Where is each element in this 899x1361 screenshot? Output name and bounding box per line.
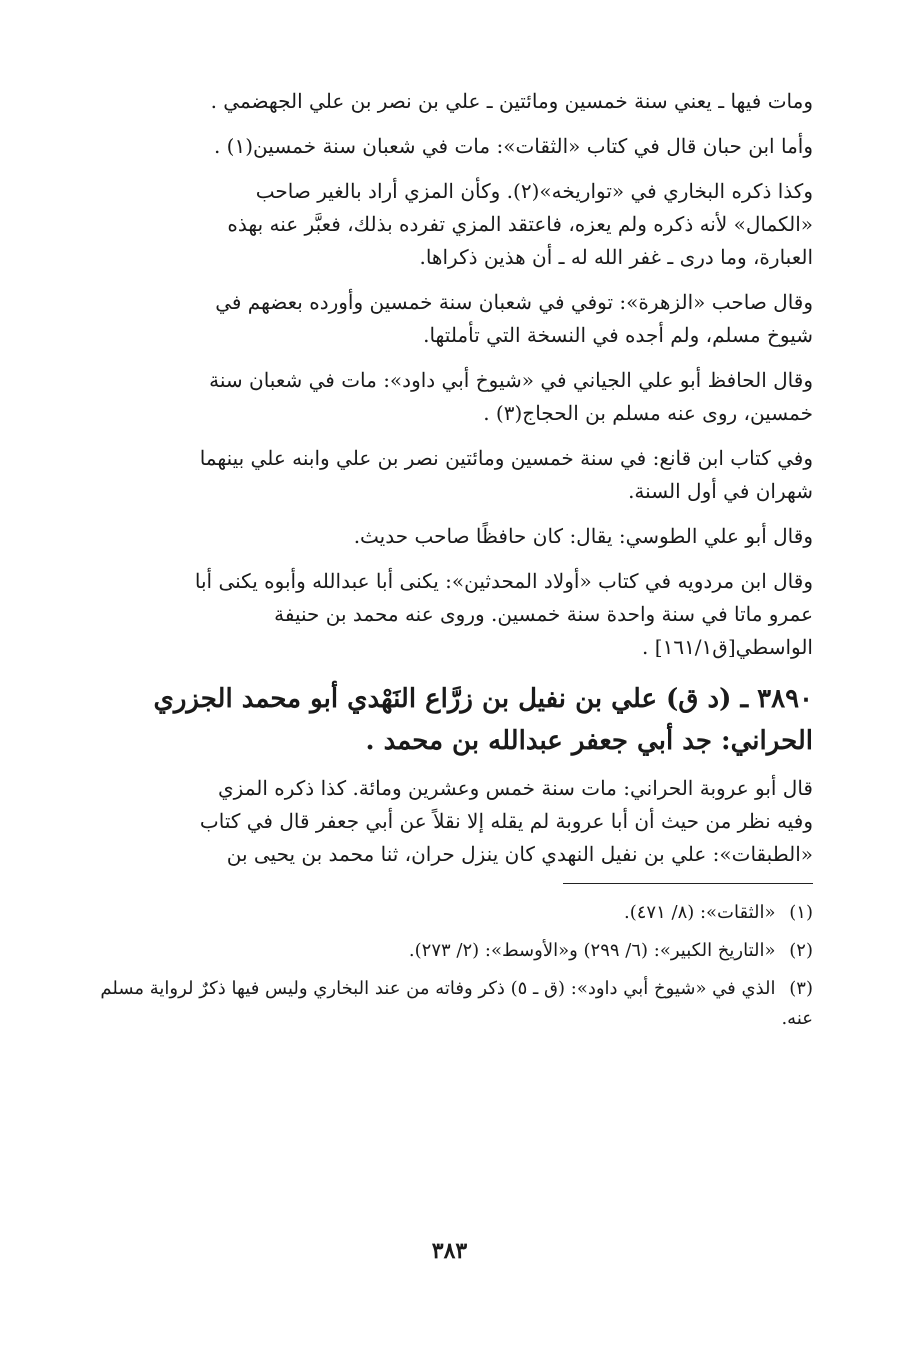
footnote-text: «التاريخ الكبير»: (٦/ ٢٩٩) و«الأوسط»: (٢/ ٢٧٣). (408, 940, 776, 961)
footnote-1 (83, 898, 813, 928)
text-line: عمرو ماتا في سنة واحدة سنة خمسين. وروى عنه محمد بن حنيفة (274, 602, 813, 626)
page-body (83, 85, 813, 1042)
text-line: الواسطي[ق١٦١/١] . (642, 635, 813, 659)
text-line: ومات فيها ـ يعني سنة خمسين ومائتين ـ علي بن نصر بن علي الجهضمي . (210, 89, 813, 113)
footnote-3 (83, 974, 813, 1034)
text-line: شيوخ مسلم، ولم أجده في النسخة التي تأملتها. (423, 323, 813, 347)
text-line: وقال أبو علي الطوسي: يقال: كان حافظًا صاحب حديث. (353, 524, 813, 548)
text-line: قال أبو عروبة الحراني: مات سنة خمس وعشرين ومائة. كذا ذكره المزي (218, 776, 813, 800)
text-line: وقال ابن مردويه في كتاب «أولاد المحدثين»: يكنى أبا عبدالله وأبوه يكنى أبا (194, 569, 813, 593)
footnotes (83, 898, 813, 1034)
text-line: شهران في أول السنة. (628, 479, 813, 503)
entry-heading-line-1: ٣٨٩٠ ـ (د ق) علي بن نفيل بن زرَّاع النَهْدي أبو محمد الجزري (153, 684, 813, 714)
footnote-2 (83, 936, 813, 966)
entry-heading-line-2: الحراني: جد أبي جعفر عبدالله بن محمد . (365, 726, 813, 756)
text-line: وأما ابن حبان قال في كتاب «الثقات»: مات في شعبان سنة خمسين(١) . (213, 134, 813, 158)
text-line: العبارة، وما درى ـ غفر الله له ـ أن هذين ذكراها. (419, 245, 813, 269)
paragraph-3 (83, 175, 813, 274)
footnote-number: (١) (789, 902, 813, 923)
text-line: وقال الحافظ أبو علي الجياني في «شيوخ أبي داود»: مات في شعبان سنة (209, 368, 813, 392)
entry-paragraph (83, 772, 813, 871)
paragraph-1 (83, 85, 813, 118)
paragraph-6 (83, 442, 813, 508)
footnote-separator (563, 883, 813, 884)
paragraph-4 (83, 286, 813, 352)
footnote-number: (٢) (789, 940, 813, 961)
footnote-text: «الثقات»: (٨/ ٤٧١). (624, 902, 776, 923)
text-line: «الكمال» لأنه ذكره ولم يعزه، فاعتقد المزي تفرده بذلك، فعبَّر عنه بهذه (227, 212, 813, 236)
footnote-number: (٣) (789, 978, 813, 999)
text-line: خمسين، روى عنه مسلم بن الحجاج(٣) . (483, 401, 813, 425)
text-line: وفيه نظر من حيث أن أبا عروبة لم يقله إلا نقلاً عن أبي جعفر قال في كتاب (199, 809, 813, 833)
entry-heading (83, 678, 813, 762)
text-line: وقال صاحب «الزهرة»: توفي في شعبان سنة خمسين وأورده بعضهم في (215, 290, 813, 314)
footnote-text: الذي في «شيوخ أبي داود»: (ق ـ ٥) ذكر وفاته من عند البخاري وليس فيها ذكرٌ لرواية مسلم عنه. (100, 978, 813, 1029)
paragraph-8 (83, 565, 813, 664)
text-line: «الطبقات»: علي بن نفيل النهدي كان ينزل حران، ثنا محمد بن يحيى بن (226, 842, 813, 866)
paragraph-5 (83, 364, 813, 430)
paragraph-2 (83, 130, 813, 163)
paragraph-7 (83, 520, 813, 553)
text-line: وكذا ذكره البخاري في «تواريخه»(٢). وكأن المزي أراد بالغير صاحب (255, 179, 813, 203)
page-number: ٣٨٣ (431, 1238, 468, 1264)
text-line: وفي كتاب ابن قانع: في سنة خمسين ومائتين نصر بن علي وابنه علي بينهما (199, 446, 813, 470)
